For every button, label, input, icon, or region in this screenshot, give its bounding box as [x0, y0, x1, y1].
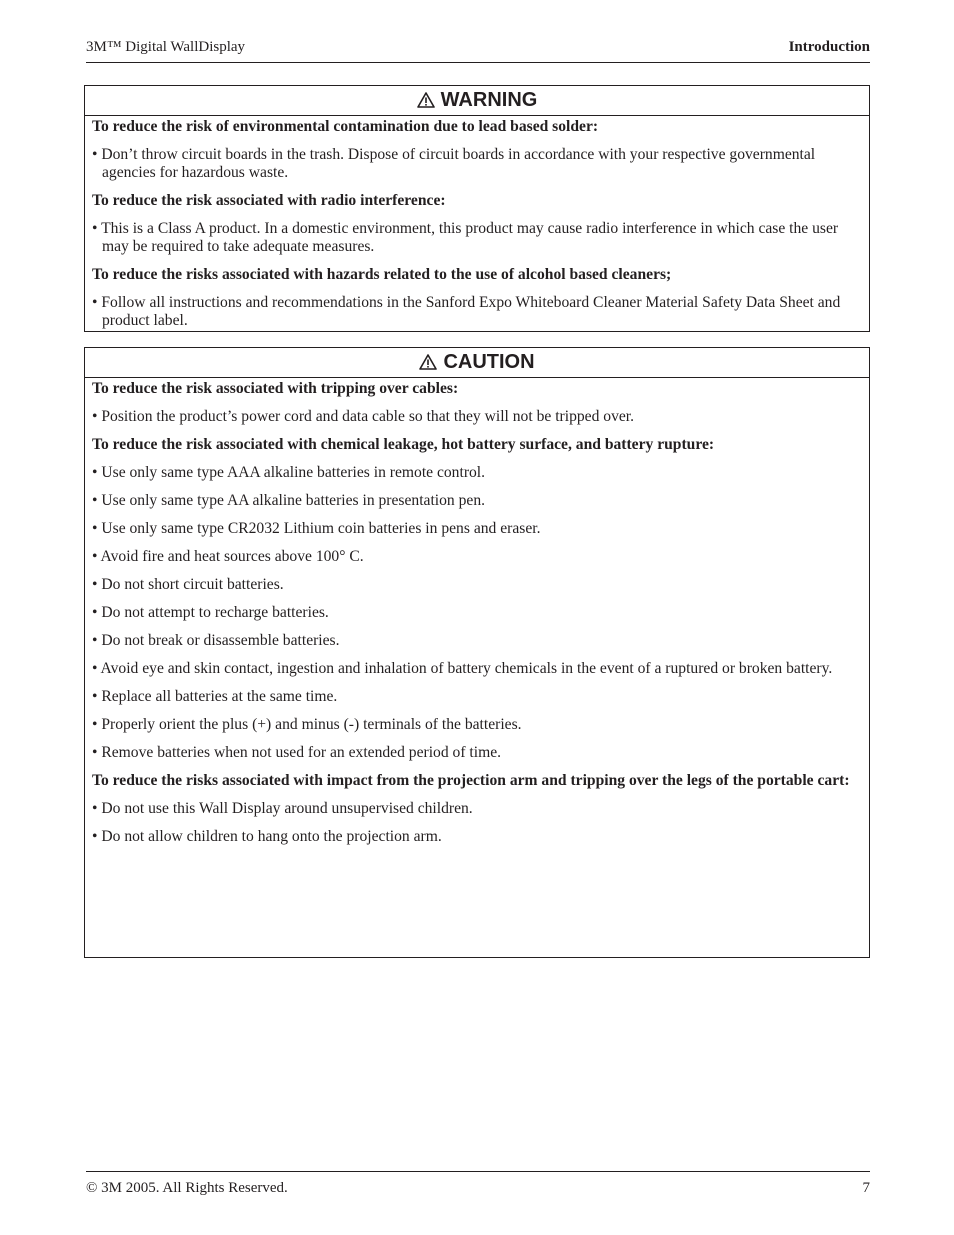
caution-heading: To reduce the risks associated with impact from the projection arm and tripping over the legs of the portable cart:	[92, 772, 850, 789]
caution-bullet: • Position the product’s power cord and data cable so that they will not be tripped over.	[92, 408, 635, 425]
caution-bullet: • Use only same type CR2032 Lithium coin batteries in pens and eraser.	[92, 520, 541, 537]
warning-triangle-icon	[419, 354, 437, 370]
warning-heading: To reduce the risk associated with radio interference:	[92, 192, 446, 209]
header-section-title: Introduction	[788, 39, 870, 55]
caution-bullet: • Remove batteries when not used for an extended period of time.	[92, 744, 502, 761]
caution-bullet: • Do not attempt to recharge batteries.	[92, 604, 329, 621]
caution-box	[84, 347, 870, 958]
caution-bullet: • Use only same type AA alkaline batteries in presentation pen.	[92, 492, 486, 509]
warning-title-bar	[85, 86, 869, 116]
page-footer	[86, 1171, 870, 1196]
caution-bullet: • Replace all batteries at the same time.	[92, 688, 338, 705]
caution-bullet: • Do not use this Wall Display around unsupervised children.	[92, 800, 473, 817]
caution-heading: To reduce the risk associated with tripping over cables:	[92, 380, 459, 397]
caution-heading: To reduce the risk associated with chemical leakage, hot battery surface, and battery rupture:	[92, 436, 715, 453]
warning-heading: To reduce the risk of environmental contamination due to lead based solder:	[92, 118, 599, 135]
warning-triangle-icon	[417, 92, 435, 108]
caution-bullet: • Avoid eye and skin contact, ingestion and inhalation of battery chemicals in the event of a ruptured or broken battery.	[92, 660, 833, 677]
warning-bullet: • Follow all instructions and recommendations in the Sanford Expo Whiteboard Cleaner Material Safety Data Sheet and product label.	[92, 294, 841, 329]
caution-bullet: • Do not allow children to hang onto the projection arm.	[92, 828, 442, 845]
caution-bullet: • Do not short circuit batteries.	[92, 576, 284, 593]
footer-page-number: 7	[862, 1180, 870, 1196]
caution-bullet: • Use only same type AAA alkaline batteries in remote control.	[92, 464, 486, 481]
warning-bullet: • Don’t throw circuit boards in the trash. Dispose of circuit boards in accordance with your respective governmental agencies for hazardous waste.	[92, 146, 816, 181]
caution-bullet: • Do not break or disassemble batteries.	[92, 632, 340, 649]
caution-content	[85, 378, 869, 846]
footer-copyright: © 3M 2005. All Rights Reserved.	[86, 1180, 288, 1196]
caution-bullet: • Properly orient the plus (+) and minus (-) terminals of the batteries.	[92, 716, 522, 733]
header-product-name: 3M™ Digital WallDisplay	[86, 39, 246, 55]
caution-title-bar	[85, 348, 869, 378]
warning-heading: To reduce the risks associated with hazards related to the use of alcohol based cleaners;	[92, 266, 672, 283]
warning-bullet: • This is a Class A product. In a domestic environment, this product may cause radio interference in which case the user may be required to take adequate measures.	[92, 220, 839, 255]
page-header	[86, 38, 870, 63]
warning-box	[84, 85, 870, 332]
caution-bullet: • Avoid fire and heat sources above 100° C.	[92, 548, 364, 565]
warning-content	[85, 116, 869, 330]
caution-title: CAUTION	[443, 351, 535, 373]
warning-title: WARNING	[440, 89, 538, 111]
